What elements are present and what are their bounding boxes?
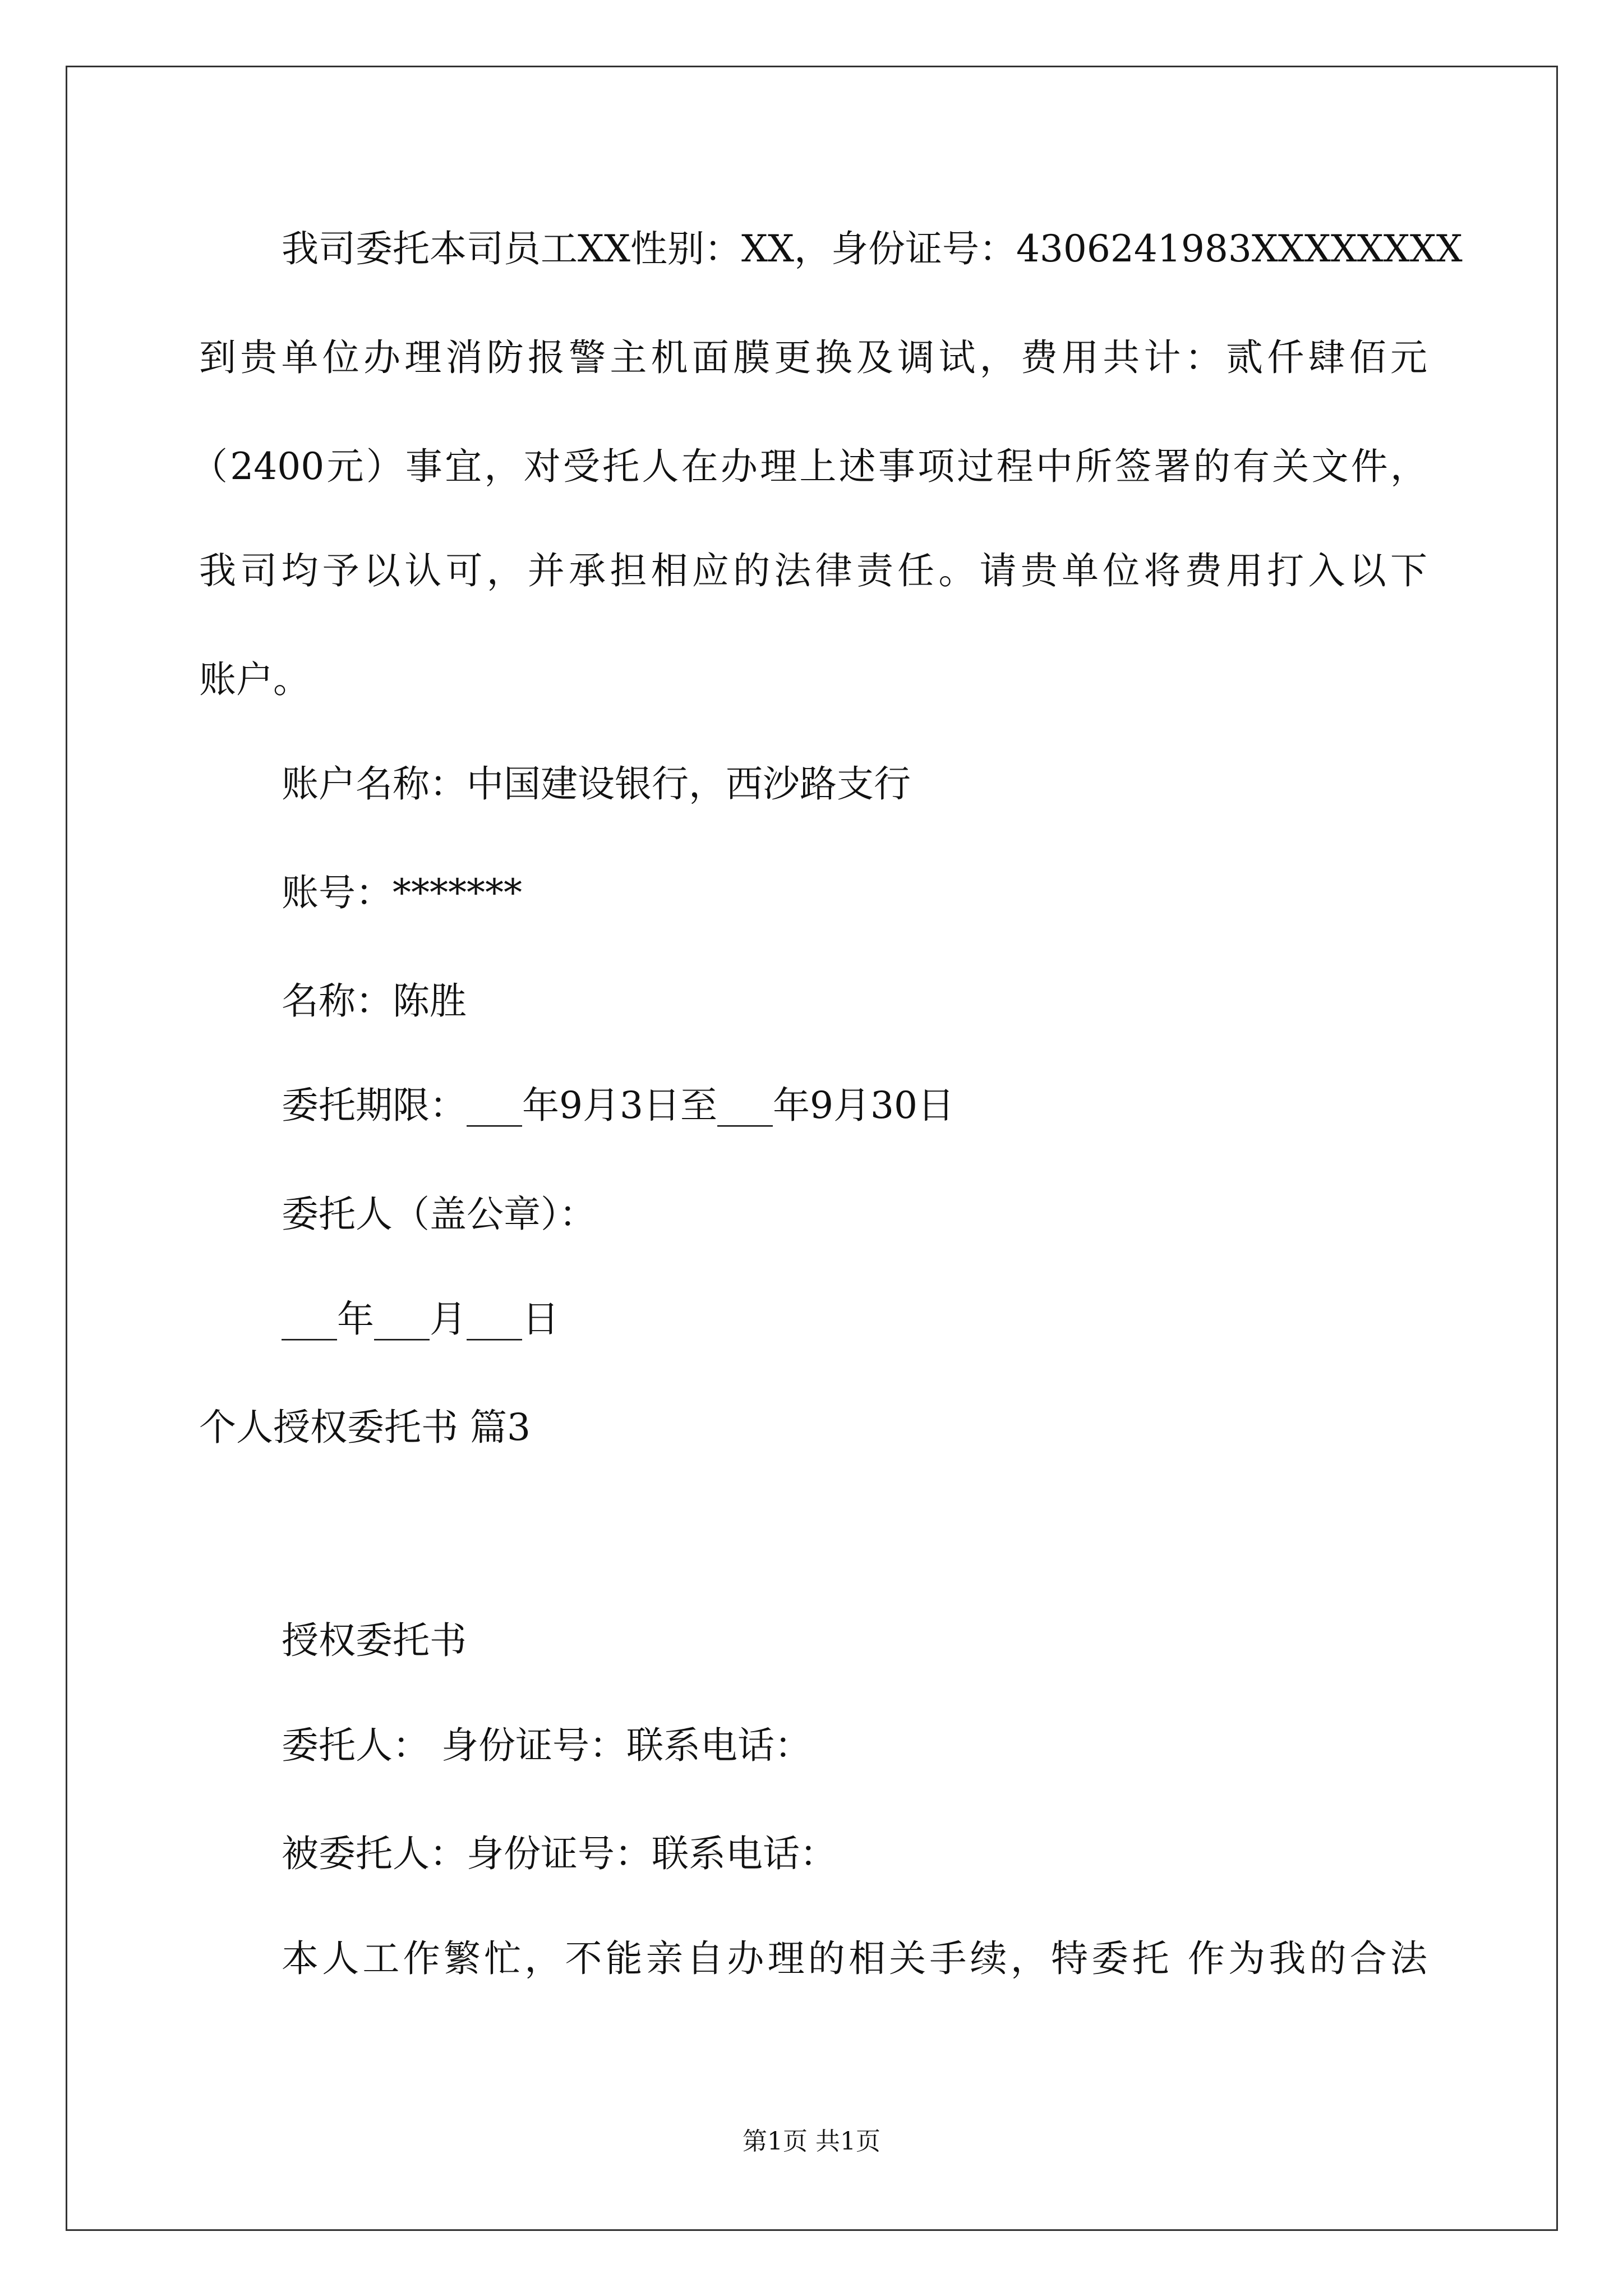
principal-info-line: 委托人： 身份证号：联系电话： [282, 1724, 811, 1767]
page-footer: 第1页 共1页 [743, 2127, 880, 2156]
account-name-line: 账户名称：中国建设银行，西沙路支行 [282, 762, 911, 806]
term-line: 委托期限：___年9月3日至___年9月30日 [282, 1084, 955, 1127]
agent-info-line: 被委托人：身份证号：联系电话： [282, 1832, 837, 1875]
date-line: ___年___月___日 [282, 1297, 559, 1341]
page-border [66, 66, 1558, 2231]
principal-seal-line: 委托人（盖公章）： [282, 1193, 596, 1236]
paragraph-line-5: 账户。 [199, 658, 310, 701]
document-title: 授权委托书 [282, 1619, 467, 1662]
paragraph-line-2: 到贵单位办理消防报警主机面膜更换及调试，费用共计：贰仟肆佰元 [199, 336, 1427, 379]
paragraph-line-16: 本人工作繁忙，不能亲自办理的相关手续，特委托 作为我的合法 [282, 1937, 1427, 1980]
paragraph-line-1: 我司委托本司员工XX性别：XX，身份证号：4306241983XXXXXXXX [282, 227, 1463, 270]
section-heading: 个人授权委托书 篇3 [199, 1406, 531, 1449]
paragraph-line-3: （2400元）事宜，对受托人在办理上述事项过程中所签署的有关文件， [191, 445, 1427, 488]
paragraph-line-4: 我司均予以认可，并承担相应的法律责任。请贵单位将费用打入以下 [199, 549, 1427, 592]
account-number-line: 账号：******* [282, 871, 522, 914]
name-line: 名称：陈胜 [282, 979, 467, 1023]
